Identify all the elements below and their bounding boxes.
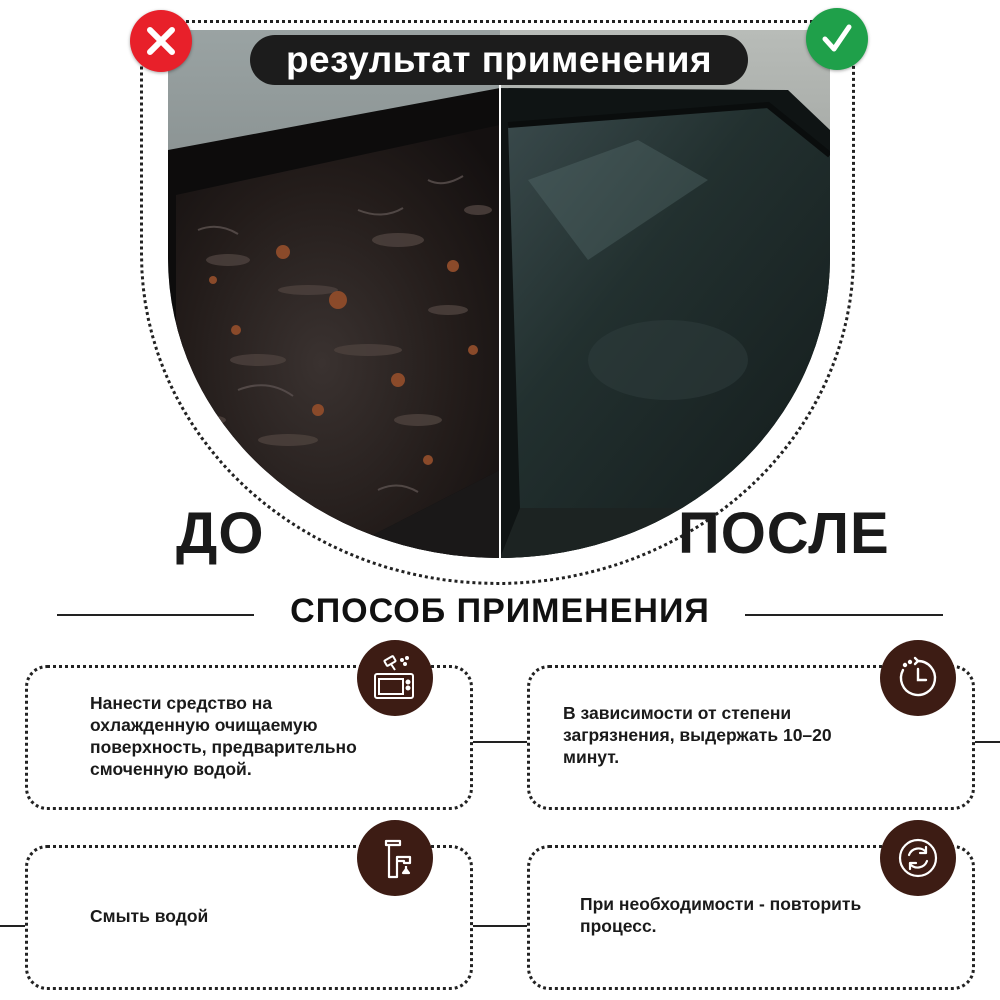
check-mark-icon [806,8,868,70]
title-rule-right [745,614,943,616]
result-title-pill [250,35,748,85]
step-text: Нанести средство на охлажденную очищаемую поверхность, предварительно смоченную водой. [90,693,357,779]
x-mark-icon [130,10,192,72]
after-label: ПОСЛЕ [678,501,890,566]
method-title: СПОСОБ ПРИМЕНЕНИЯ [290,592,710,630]
step-text: Смыть водой [90,906,209,926]
step-text: В зависимости от степени загрязнения, выдержать 10–20 минут. [563,703,832,767]
connector-line [472,741,530,743]
connector-line [472,925,530,927]
result-title: результат применения [285,39,713,80]
before-tray-image [168,30,500,558]
connector-line [0,925,28,927]
after-tray-image [500,30,830,558]
step-text: При необходимости - повторить процесс. [580,894,862,936]
title-rule-left [57,614,254,616]
faucet-icon [357,820,433,896]
connector-line [975,741,1000,743]
spray-oven-icon [357,640,433,716]
timer-clock-icon [880,640,956,716]
before-label: ДО [176,501,265,566]
repeat-cycle-icon [880,820,956,896]
